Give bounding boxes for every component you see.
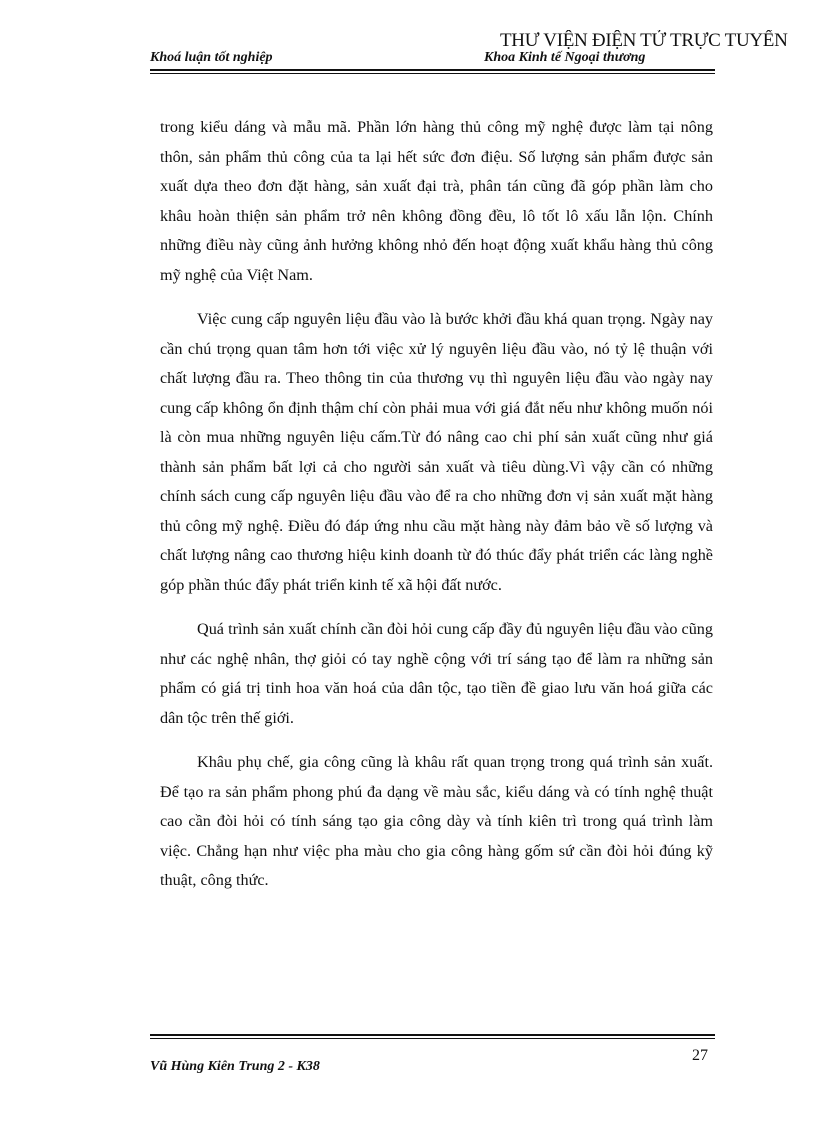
- header-rule-thick: [150, 69, 715, 71]
- paragraph: trong kiểu dáng và mẫu mã. Phần lớn hàng thủ công mỹ nghệ được làm tại nông thôn, sản phẩm thủ công của ta lại hết sức đơn điệu. Số lượng sản phẩm được sản xuất dựa theo đơn đặt hàng, sản xuất đại trà, phân tán cũng đã góp phần làm cho khâu hoàn thiện sản phẩm trở nên không đồng đều, lô tốt lô xấu lẫn lộn. Chính những điều này cũng ảnh hưởng không nhỏ đến hoạt động xuất khẩu hàng thủ công mỹ nghệ của Việt Nam.: [160, 118, 713, 284]
- watermark-text: THƯ VIỆN ĐIỆN TỬ TRỰC TUYẾN: [500, 30, 788, 51]
- header-rule-thin: [150, 73, 715, 74]
- document-body: [160, 113, 713, 911]
- footer-rule-thick: [150, 1034, 715, 1036]
- paragraph: Quá trình sản xuất chính cần đòi hỏi cung cấp đầy đủ nguyên liệu đầu vào cũng như các nghệ nhân, thợ giỏi có tay nghề cộng với trí sáng tạo để làm ra những sản phẩm có giá trị tinh hoa văn hoá của dân tộc, tạo tiền đề giao lưu văn hoá giữa các dân tộc trên thế giới.: [160, 620, 713, 727]
- footer-author: Vũ Hùng Kiên Trung 2 - K38: [150, 1059, 320, 1074]
- page-number: 27: [692, 1047, 708, 1064]
- header-thesis-title: Khoá luận tốt nghiệp: [150, 50, 273, 65]
- footer-rule-thin: [150, 1038, 715, 1039]
- paragraph: Khâu phụ chế, gia công cũng là khâu rất quan trọng trong quá trình sản xuất. Để tạo ra sản phẩm phong phú đa dạng về màu sắc, kiểu dáng và có tính nghệ thuật cao cần đòi hỏi có tính sáng tạo gia công dày và tính kiên trì trong quá trình làm việc. Chẳng hạn như việc pha màu cho gia công hàng gốm sứ cần đòi hỏi đúng kỹ thuật, công thức.: [160, 753, 713, 889]
- header-faculty: Khoa Kinh tế Ngoại thương: [484, 50, 646, 65]
- paragraph: Việc cung cấp nguyên liệu đầu vào là bước khởi đầu khá quan trọng. Ngày nay cần chú trọng quan tâm hơn tới việc xử lý nguyên liệu đầu vào, nó tỷ lệ thuận với chất lượng đầu ra. Theo thông tin của thương vụ thì nguyên liệu đầu vào ngày nay cung cấp không ổn định thậm chí còn phải mua với giá đắt nếu như không muốn nói là còn mua những nguyên liệu cấm.Từ đó nâng cao chi phí sản xuất cũng như giá thành sản phẩm bất lợi cả cho người sản xuất và tiêu dùng.Vì vậy cần có những chính sách cung cấp nguyên liệu đầu vào để ra cho những đơn vị sản xuất mặt hàng thủ công mỹ nghệ. Điều đó đáp ứng nhu cầu mặt hàng này đảm bảo về số lượng và chất lượng nâng cao thương hiệu kinh doanh từ đó thúc đẩy phát triển các làng nghề góp phần thúc đẩy phát triển kinh tế xã hội đất nước.: [160, 310, 713, 594]
